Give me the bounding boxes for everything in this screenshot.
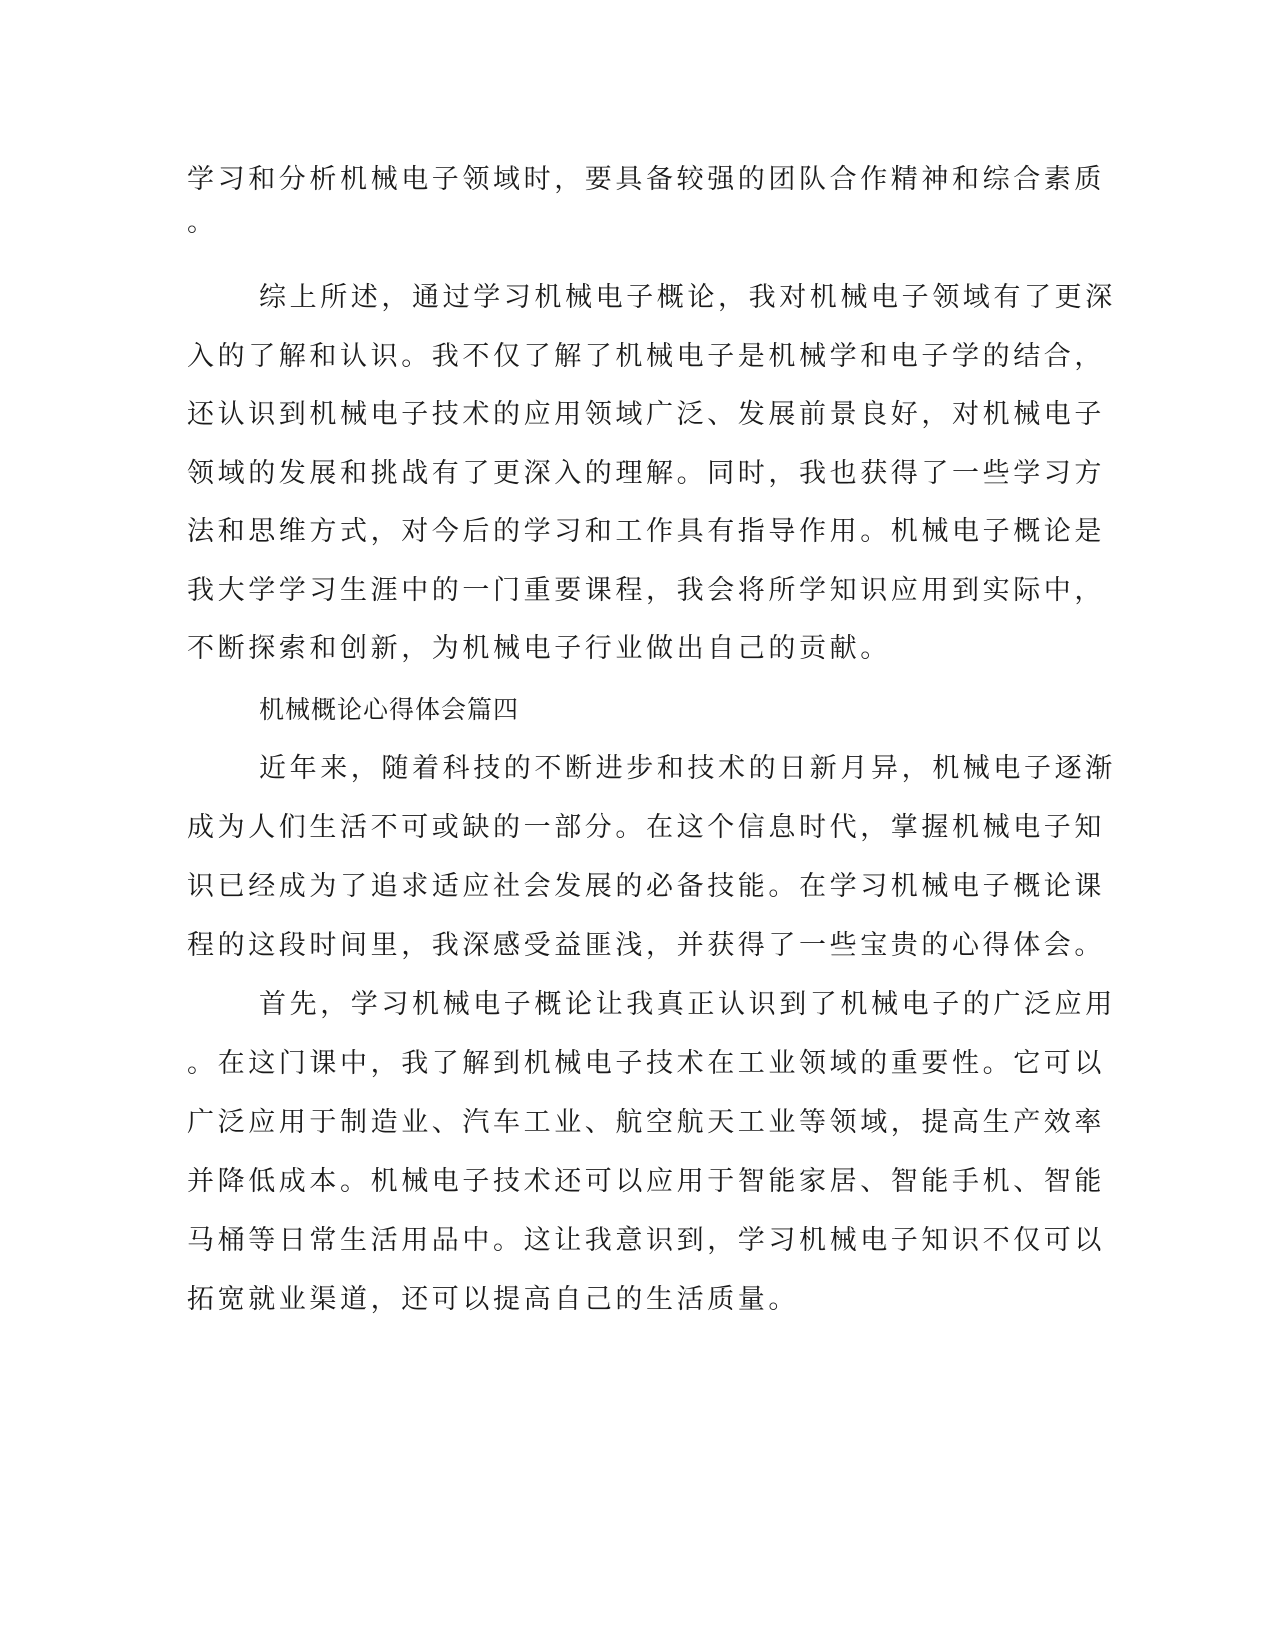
paragraph-first-line: 综上所述，通过学习机械电子概论，我对机械电子领域有了更深 xyxy=(259,282,1116,313)
text-line: 我大学学习生涯中的一门重要课程，我会将所学知识应用到实际中， xyxy=(187,575,1105,606)
text-line: 学习和分析机械电子领域时，要具备较强的团队合作精神和综合素质 xyxy=(187,164,1105,195)
text-line: 不断探索和创新，为机械电子行业做出自己的贡献。 xyxy=(187,633,891,664)
text-line: 程的这段时间里，我深感受益匪浅，并获得了一些宝贵的心得体会。 xyxy=(187,930,1105,961)
text-line: 拓宽就业渠道，还可以提高自己的生活质量。 xyxy=(187,1284,799,1315)
text-line: 成为人们生活不可或缺的一部分。在这个信息时代，掌握机械电子知 xyxy=(187,812,1105,843)
text-line: 法和思维方式，对今后的学习和工作具有指导作用。机械电子概论是 xyxy=(187,516,1105,547)
text-line: 入的了解和认识。我不仅了解了机械电子是机械学和电子学的结合， xyxy=(187,341,1105,372)
paragraph-first-line: 近年来，随着科技的不断进步和技术的日新月异，机械电子逐渐 xyxy=(259,753,1116,784)
section-heading: 机械概论心得体会篇四 xyxy=(259,695,520,724)
text-line: 广泛应用于制造业、汽车工业、航空航天工业等领域，提高生产效率 xyxy=(187,1107,1105,1138)
text-line: 。 xyxy=(187,207,218,238)
text-line: 领域的发展和挑战有了更深入的理解。同时，我也获得了一些学习方 xyxy=(187,458,1105,489)
paragraph-first-line: 首先，学习机械电子概论让我真正认识到了机械电子的广泛应用 xyxy=(259,989,1116,1020)
text-line: 马桶等日常生活用品中。这让我意识到，学习机械电子知识不仅可以 xyxy=(187,1225,1105,1256)
text-line: 并降低成本。机械电子技术还可以应用于智能家居、智能手机、智能 xyxy=(187,1166,1105,1197)
text-line: 。在这门课中，我了解到机械电子技术在工业领域的重要性。它可以 xyxy=(187,1048,1105,1079)
text-line: 还认识到机械电子技术的应用领域广泛、发展前景良好，对机械电子 xyxy=(187,399,1105,430)
text-line: 识已经成为了追求适应社会发展的必备技能。在学习机械电子概论课 xyxy=(187,871,1105,902)
